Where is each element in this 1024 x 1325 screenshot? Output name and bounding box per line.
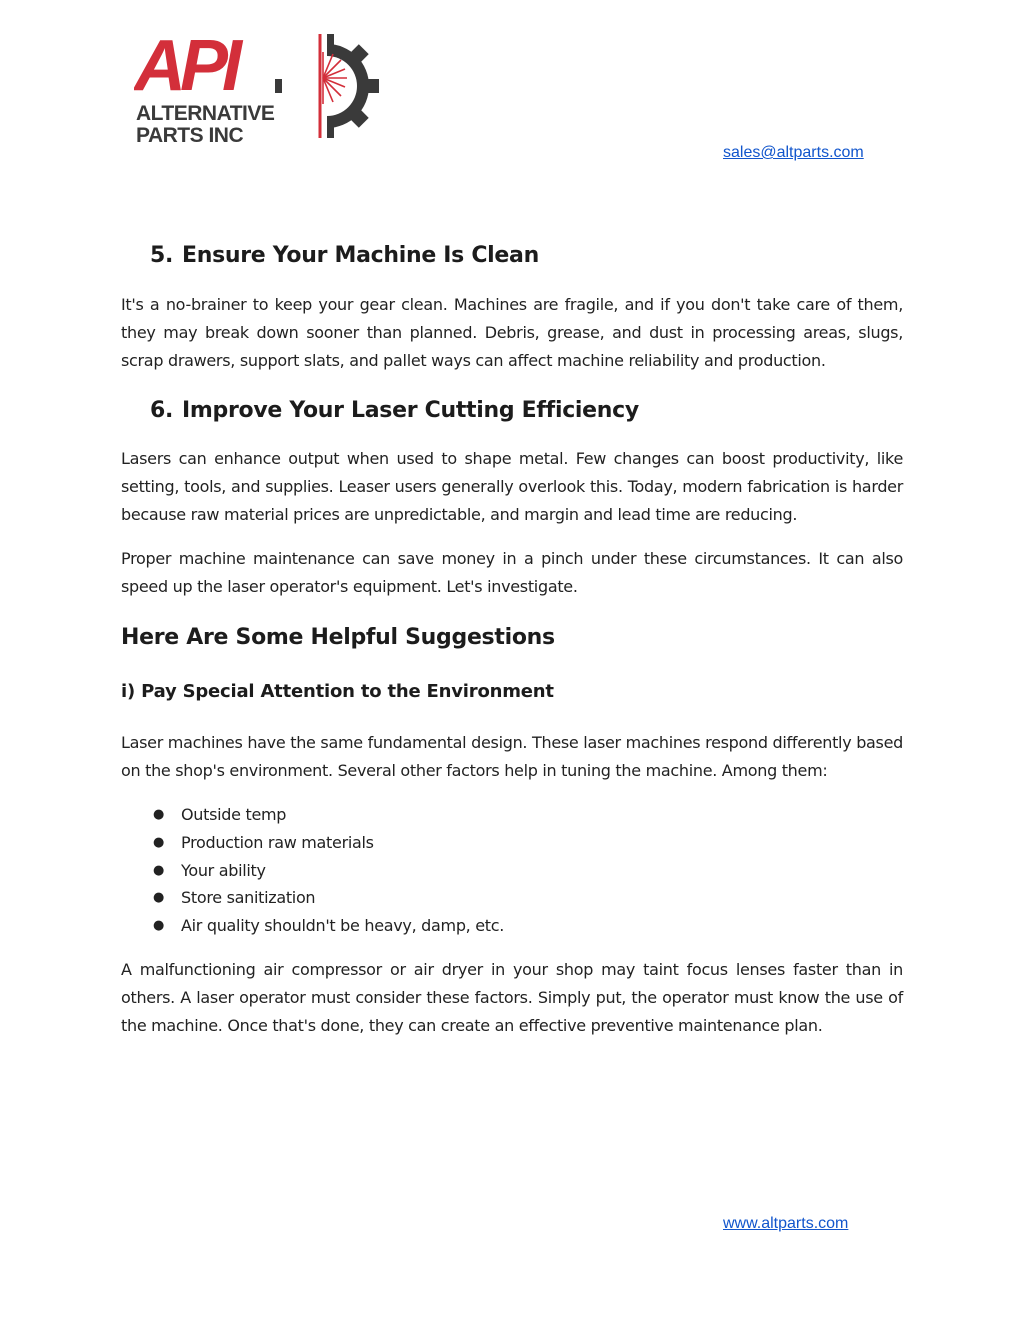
suggestions-heading: Here Are Some Helpful Suggestions [121,625,555,651]
logo-line1: ALTERNATIVE [136,102,275,125]
api-logo-graphic [134,28,379,153]
section-number: 5. [150,243,174,268]
section-6-heading [121,398,903,423]
environment-factors-list [121,801,903,940]
list-item: ● Your ability [153,860,266,880]
section-title: Improve Your Laser Cutting Efficiency [182,398,639,424]
logo-letters: API [134,28,237,106]
section-5-heading [121,243,903,268]
email-link[interactable]: sales@altparts.com [723,144,864,161]
section-6-paragraph-2: Proper machine maintenance can save money in a pinch under these circumstances. It can also speed up the laser operator's equipment. Let's investigate. [121,548,903,596]
section-6-paragraph-1: Lasers can enhance output when used to shape metal. Few changes can boost productivity, like setting, tools, and supplies. Leaser users generally overlook this. Today, modern fabrication is harder because raw material prices are unpredictable, and margin and lead time are reducing. [121,449,903,524]
website-link[interactable]: www.altparts.com [723,1215,849,1232]
logo-line2: PARTS INC [136,124,244,147]
list-item: ● Production raw materials [153,832,374,852]
environment-paragraph-2: A malfunctioning air compressor or air dryer in your shop may taint focus lenses faster than in others. A laser operator must consider these factors. Simply put, the operator must know the use of the machine. Once that's done, they can create an effective preventive maintenance plan. [121,959,903,1035]
environment-subheading: i) Pay Special Attention to the Environment [121,681,554,703]
section-title: Ensure Your Machine Is Clean [182,243,539,268]
section-5-paragraph: It's a no-brainer to keep your gear clean. Machines are fragile, and if you don't take care of them, they may break down sooner than planned. Debris, grease, and dust in processing areas, slugs, scrap drawers, support slats, and pallet ways can affect machine reliability and production. [121,295,903,370]
section-number: 6. [150,398,174,424]
list-item: ● Store sanitization [153,888,316,908]
list-item: ● Air quality shouldn't be heavy, damp, etc. [153,916,505,936]
environment-paragraph-1: Laser machines have the same fundamental design. These laser machines respond differently based on the shop's environment. Several other factors help in tuning the machine. Among them: [121,733,903,781]
list-item: ● Outside temp [153,804,287,824]
company-logo [134,28,379,153]
document-body [121,243,903,1039]
